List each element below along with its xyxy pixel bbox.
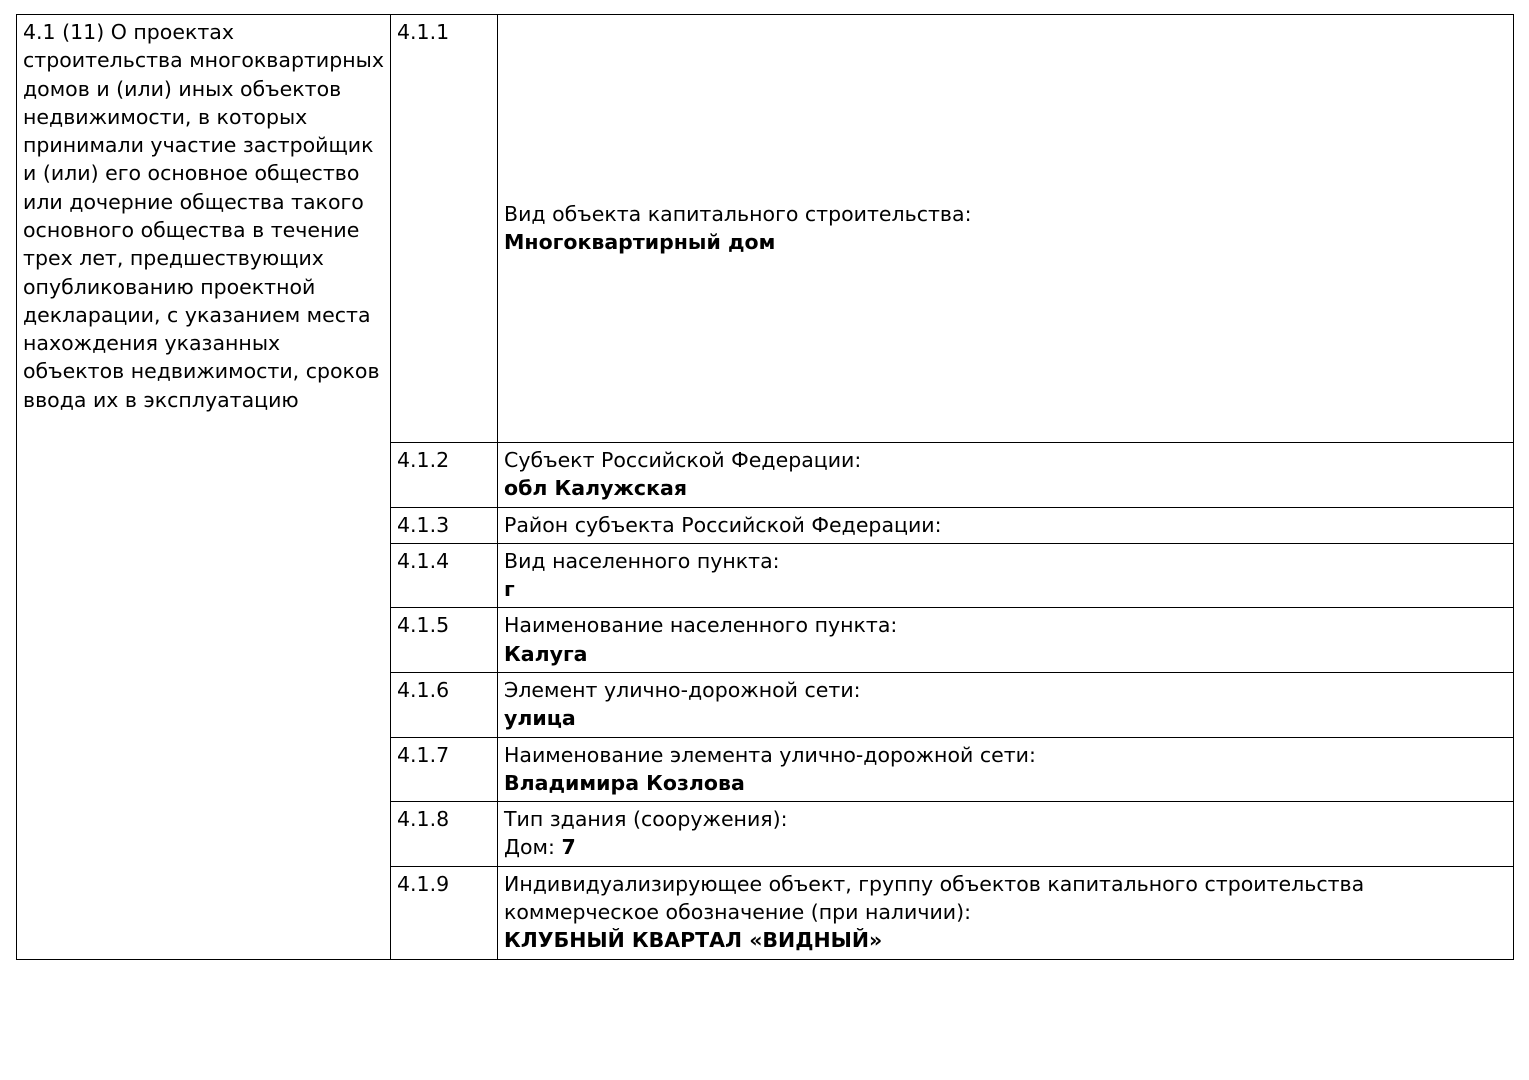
row-value xyxy=(498,507,1514,543)
row-answer: Владимира Козлова xyxy=(504,770,745,795)
row-value xyxy=(498,672,1514,737)
section-label-cell xyxy=(17,15,391,960)
row-value xyxy=(498,737,1514,802)
row-number: 4.1.6 xyxy=(391,672,498,737)
row-caption: Индивидуализирующее объект, группу объектов капитального строительства коммерческое обозначение (при наличии): xyxy=(504,871,1365,924)
row-value xyxy=(498,866,1514,959)
row-number: 4.1.1 xyxy=(391,15,498,443)
row-number: 4.1.8 xyxy=(391,802,498,867)
row-answer: Калуга xyxy=(504,641,588,666)
row-number: 4.1.5 xyxy=(391,608,498,673)
row-number: 4.1.7 xyxy=(391,737,498,802)
row-caption: Район субъекта Российской Федерации: xyxy=(504,512,942,537)
row-caption: Наименование населенного пункта: xyxy=(504,613,898,638)
row-value xyxy=(498,608,1514,673)
declaration-table xyxy=(16,14,1514,960)
row-value-wrapper xyxy=(504,18,1507,438)
row-value xyxy=(498,443,1514,508)
row-answer-line xyxy=(504,833,1507,861)
row-answer: КЛУБНЫЙ КВАРТАЛ «ВИДНЫЙ» xyxy=(504,928,883,953)
row-value xyxy=(498,543,1514,608)
row-answer: Многоквартирный дом xyxy=(504,230,776,254)
row-number: 4.1.3 xyxy=(391,507,498,543)
row-value xyxy=(498,802,1514,867)
row-caption: Наименование элемента улично-дорожной сети: xyxy=(504,742,1036,767)
row-answer: улица xyxy=(504,706,576,731)
row-answer: 7 xyxy=(561,835,576,860)
row-number: 4.1.4 xyxy=(391,543,498,608)
row-answer: г xyxy=(504,577,515,602)
row-number: 4.1.2 xyxy=(391,443,498,508)
row-answer-prefix: Дом: xyxy=(504,835,562,860)
row-number: 4.1.9 xyxy=(391,866,498,959)
row-caption: Субъект Российской Федерации: xyxy=(504,448,862,472)
row-caption: Вид населенного пункта: xyxy=(504,548,780,573)
row-value xyxy=(498,15,1514,443)
table-row xyxy=(17,15,1514,443)
row-caption: Тип здания (сооружения): xyxy=(504,807,788,832)
section-label-text: 4.1 (11) О проектах строительства многоквартирных домов и (или) иных объектов недвижимости, в которых принимали участие застройщик и (или) его основное общество или дочерние общества такого основного общества в течение трех лет, предшествующих опубликованию проектной декларации, с указанием места нахождения указанных объектов недвижимости, сроков ввода их в эксплуатацию xyxy=(23,20,384,412)
row-caption: Элемент улично-дорожной сети: xyxy=(504,677,861,702)
row-caption: Вид объекта капитального строительства: xyxy=(504,201,972,226)
row-answer: обл Калужская xyxy=(504,476,687,501)
